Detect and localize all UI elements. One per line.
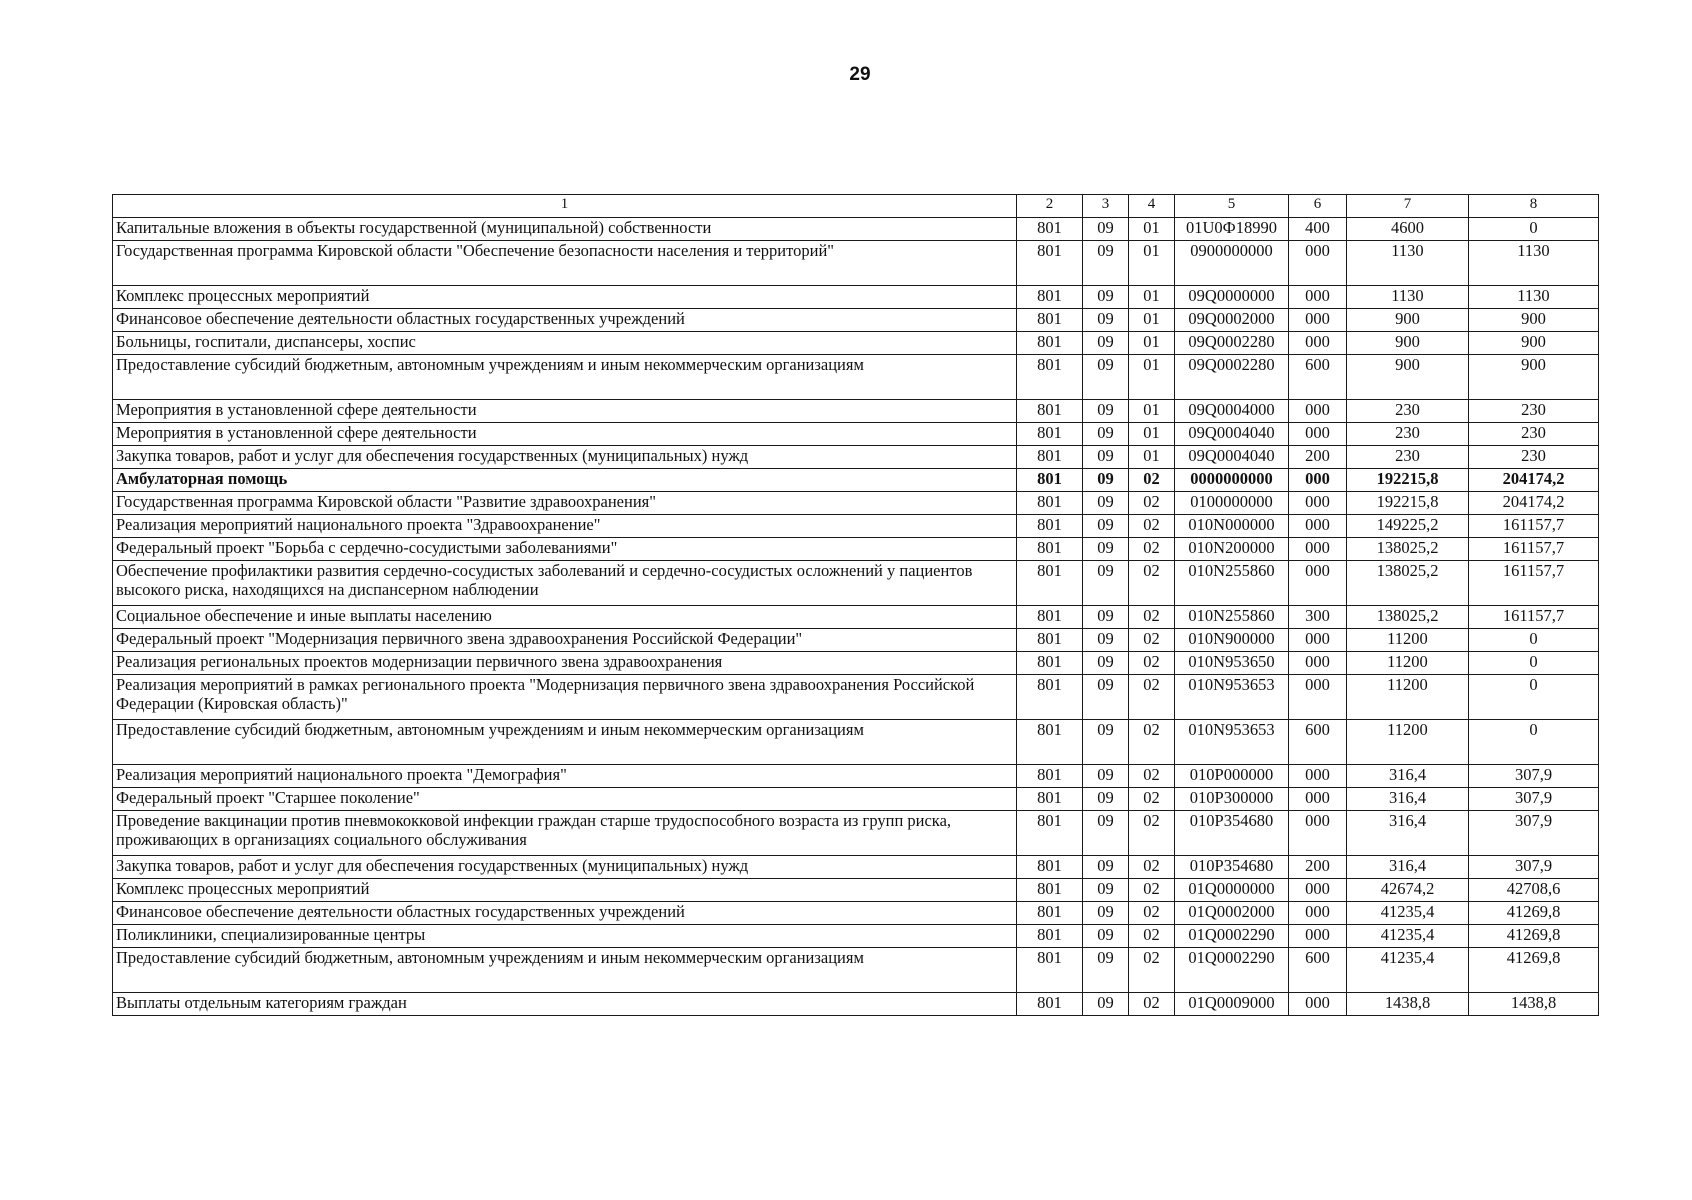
table-row (113, 286, 1599, 309)
amount-8-cell: 230 (1469, 446, 1599, 469)
table-row (113, 309, 1599, 332)
code-6-cell: 000 (1289, 652, 1347, 675)
code-3-cell: 09 (1083, 286, 1129, 309)
code-2-cell: 801 (1017, 446, 1083, 469)
code-2-cell: 801 (1017, 629, 1083, 652)
table-row (113, 469, 1599, 492)
code-4-cell: 01 (1129, 332, 1175, 355)
code-5-cell: 010N200000 (1175, 538, 1289, 561)
row-name-cell: Реализация мероприятий национального проекта "Здравоохранение" (113, 515, 1017, 538)
amount-8-cell: 0 (1469, 720, 1599, 765)
amount-7-cell: 316,4 (1347, 765, 1469, 788)
amount-7-cell: 1130 (1347, 286, 1469, 309)
code-6-cell: 300 (1289, 606, 1347, 629)
amount-8-cell: 307,9 (1469, 856, 1599, 879)
amount-8-cell: 307,9 (1469, 811, 1599, 856)
code-2-cell: 801 (1017, 765, 1083, 788)
table-header-row (113, 195, 1599, 218)
code-4-cell: 02 (1129, 492, 1175, 515)
code-6-cell: 000 (1289, 629, 1347, 652)
code-3-cell: 09 (1083, 993, 1129, 1016)
amount-7-cell: 900 (1347, 355, 1469, 400)
code-3-cell: 09 (1083, 902, 1129, 925)
code-5-cell: 01U0Ф18990 (1175, 218, 1289, 241)
amount-7-cell: 316,4 (1347, 788, 1469, 811)
code-3-cell: 09 (1083, 652, 1129, 675)
code-4-cell: 02 (1129, 652, 1175, 675)
code-3-cell: 09 (1083, 765, 1129, 788)
code-3-cell: 09 (1083, 629, 1129, 652)
code-5-cell: 010N255860 (1175, 561, 1289, 606)
row-name-cell: Социальное обеспечение и иные выплаты населению (113, 606, 1017, 629)
amount-8-cell: 161157,7 (1469, 538, 1599, 561)
code-2-cell: 801 (1017, 241, 1083, 286)
code-3-cell: 09 (1083, 561, 1129, 606)
row-name-cell: Реализация мероприятий в рамках регионального проекта "Модернизация первичного звена здравоохранения Российской Федерации (Кировская область)" (113, 675, 1017, 720)
code-2-cell: 801 (1017, 400, 1083, 423)
table-row (113, 492, 1599, 515)
table-row (113, 811, 1599, 856)
code-2-cell: 801 (1017, 652, 1083, 675)
table-row (113, 993, 1599, 1016)
code-2-cell: 801 (1017, 606, 1083, 629)
code-5-cell: 0100000000 (1175, 492, 1289, 515)
code-2-cell: 801 (1017, 788, 1083, 811)
code-3-cell: 09 (1083, 400, 1129, 423)
row-name-cell: Предоставление субсидий бюджетным, автономным учреждениям и иным некоммерческим организациям (113, 355, 1017, 400)
row-name-cell: Поликлиники, специализированные центры (113, 925, 1017, 948)
code-3-cell: 09 (1083, 925, 1129, 948)
row-name-cell: Финансовое обеспечение деятельности областных государственных учреждений (113, 902, 1017, 925)
code-4-cell: 02 (1129, 606, 1175, 629)
code-2-cell: 801 (1017, 515, 1083, 538)
code-5-cell: 010N000000 (1175, 515, 1289, 538)
code-2-cell: 801 (1017, 286, 1083, 309)
amount-8-cell: 161157,7 (1469, 561, 1599, 606)
table-row (113, 788, 1599, 811)
row-name-cell: Проведение вакцинации против пневмококковой инфекции граждан старше трудоспособного возраста из групп риска, проживающих в организациях социального обслуживания (113, 811, 1017, 856)
code-6-cell: 000 (1289, 400, 1347, 423)
code-2-cell: 801 (1017, 902, 1083, 925)
page-number: 29 (849, 64, 871, 85)
code-3-cell: 09 (1083, 309, 1129, 332)
table-row (113, 675, 1599, 720)
column-header: 4 (1129, 195, 1175, 218)
code-2-cell: 801 (1017, 993, 1083, 1016)
code-4-cell: 02 (1129, 765, 1175, 788)
code-4-cell: 01 (1129, 241, 1175, 286)
row-name-cell: Комплекс процессных мероприятий (113, 286, 1017, 309)
amount-7-cell: 41235,4 (1347, 948, 1469, 993)
code-4-cell: 02 (1129, 856, 1175, 879)
amount-8-cell: 0 (1469, 629, 1599, 652)
code-4-cell: 02 (1129, 561, 1175, 606)
code-3-cell: 09 (1083, 538, 1129, 561)
code-4-cell: 02 (1129, 993, 1175, 1016)
table-row (113, 720, 1599, 765)
code-5-cell: 010N953653 (1175, 720, 1289, 765)
row-name-cell: Выплаты отдельным категориям граждан (113, 993, 1017, 1016)
column-header: 2 (1017, 195, 1083, 218)
code-6-cell: 000 (1289, 515, 1347, 538)
row-name-cell: Федеральный проект "Модернизация первичного звена здравоохранения Российской Федерации" (113, 629, 1017, 652)
amount-8-cell: 0 (1469, 652, 1599, 675)
code-4-cell: 01 (1129, 309, 1175, 332)
table-row (113, 400, 1599, 423)
table-row (113, 218, 1599, 241)
amount-8-cell: 1438,8 (1469, 993, 1599, 1016)
column-header: 5 (1175, 195, 1289, 218)
code-6-cell: 000 (1289, 492, 1347, 515)
table-row (113, 332, 1599, 355)
code-6-cell: 200 (1289, 446, 1347, 469)
code-5-cell: 010P354680 (1175, 811, 1289, 856)
row-name-cell: Федеральный проект "Старшее поколение" (113, 788, 1017, 811)
row-name-cell: Обеспечение профилактики развития сердечно-сосудистых заболеваний и сердечно-сосудистых осложнений у пациентов высокого риска, находящихся на диспансерном наблюдении (113, 561, 1017, 606)
row-name-cell: Государственная программа Кировской области "Обеспечение безопасности населения и территорий" (113, 241, 1017, 286)
code-4-cell: 01 (1129, 400, 1175, 423)
column-header: 3 (1083, 195, 1129, 218)
amount-8-cell: 41269,8 (1469, 948, 1599, 993)
row-name-cell: Комплекс процессных мероприятий (113, 879, 1017, 902)
code-2-cell: 801 (1017, 879, 1083, 902)
code-4-cell: 02 (1129, 788, 1175, 811)
table-row (113, 446, 1599, 469)
code-3-cell: 09 (1083, 675, 1129, 720)
code-4-cell: 02 (1129, 902, 1175, 925)
table-row (113, 856, 1599, 879)
code-5-cell: 01Q0009000 (1175, 993, 1289, 1016)
code-3-cell: 09 (1083, 332, 1129, 355)
code-5-cell: 010P000000 (1175, 765, 1289, 788)
code-6-cell: 000 (1289, 423, 1347, 446)
code-6-cell: 000 (1289, 925, 1347, 948)
code-5-cell: 09Q0004040 (1175, 423, 1289, 446)
code-3-cell: 09 (1083, 856, 1129, 879)
amount-8-cell: 307,9 (1469, 765, 1599, 788)
row-name-cell: Федеральный проект "Борьба с сердечно-сосудистыми заболеваниями" (113, 538, 1017, 561)
amount-7-cell: 138025,2 (1347, 606, 1469, 629)
code-4-cell: 01 (1129, 423, 1175, 446)
code-2-cell: 801 (1017, 925, 1083, 948)
code-4-cell: 02 (1129, 925, 1175, 948)
code-6-cell: 000 (1289, 993, 1347, 1016)
amount-8-cell: 307,9 (1469, 788, 1599, 811)
code-5-cell: 010N900000 (1175, 629, 1289, 652)
amount-7-cell: 11200 (1347, 629, 1469, 652)
code-6-cell: 000 (1289, 879, 1347, 902)
code-3-cell: 09 (1083, 218, 1129, 241)
table-row (113, 879, 1599, 902)
amount-8-cell: 1130 (1469, 241, 1599, 286)
code-4-cell: 02 (1129, 515, 1175, 538)
code-3-cell: 09 (1083, 606, 1129, 629)
code-5-cell: 09Q0002280 (1175, 355, 1289, 400)
code-6-cell: 000 (1289, 332, 1347, 355)
code-5-cell: 09Q0004000 (1175, 400, 1289, 423)
amount-7-cell: 41235,4 (1347, 925, 1469, 948)
code-6-cell: 000 (1289, 788, 1347, 811)
code-2-cell: 801 (1017, 469, 1083, 492)
amount-7-cell: 138025,2 (1347, 538, 1469, 561)
code-2-cell: 801 (1017, 538, 1083, 561)
code-4-cell: 02 (1129, 538, 1175, 561)
amount-8-cell: 900 (1469, 332, 1599, 355)
row-name-cell: Финансовое обеспечение деятельности областных государственных учреждений (113, 309, 1017, 332)
code-6-cell: 000 (1289, 309, 1347, 332)
code-2-cell: 801 (1017, 309, 1083, 332)
amount-7-cell: 1438,8 (1347, 993, 1469, 1016)
amount-8-cell: 900 (1469, 309, 1599, 332)
code-4-cell: 02 (1129, 469, 1175, 492)
row-name-cell: Мероприятия в установленной сфере деятельности (113, 400, 1017, 423)
table-row (113, 561, 1599, 606)
code-4-cell: 01 (1129, 218, 1175, 241)
amount-7-cell: 230 (1347, 423, 1469, 446)
column-header: 1 (113, 195, 1017, 218)
code-6-cell: 000 (1289, 286, 1347, 309)
amount-7-cell: 192215,8 (1347, 492, 1469, 515)
code-6-cell: 000 (1289, 902, 1347, 925)
code-6-cell: 600 (1289, 720, 1347, 765)
table-row (113, 652, 1599, 675)
code-4-cell: 02 (1129, 948, 1175, 993)
code-5-cell: 010N953653 (1175, 675, 1289, 720)
code-5-cell: 01Q0002290 (1175, 948, 1289, 993)
code-5-cell: 0000000000 (1175, 469, 1289, 492)
amount-8-cell: 204174,2 (1469, 469, 1599, 492)
amount-7-cell: 900 (1347, 332, 1469, 355)
amount-7-cell: 11200 (1347, 720, 1469, 765)
code-3-cell: 09 (1083, 948, 1129, 993)
code-4-cell: 01 (1129, 286, 1175, 309)
column-header: 8 (1469, 195, 1599, 218)
code-6-cell: 000 (1289, 538, 1347, 561)
amount-8-cell: 230 (1469, 400, 1599, 423)
table-row (113, 606, 1599, 629)
row-name-cell: Предоставление субсидий бюджетным, автономным учреждениям и иным некоммерческим организациям (113, 948, 1017, 993)
row-name-cell: Закупка товаров, работ и услуг для обеспечения государственных (муниципальных) нужд (113, 856, 1017, 879)
budget-table (112, 194, 1599, 1016)
amount-7-cell: 230 (1347, 400, 1469, 423)
amount-8-cell: 41269,8 (1469, 902, 1599, 925)
code-5-cell: 09Q0004040 (1175, 446, 1289, 469)
amount-7-cell: 1130 (1347, 241, 1469, 286)
code-2-cell: 801 (1017, 948, 1083, 993)
code-2-cell: 801 (1017, 218, 1083, 241)
table-row (113, 925, 1599, 948)
row-name-cell: Закупка товаров, работ и услуг для обеспечения государственных (муниципальных) нужд (113, 446, 1017, 469)
amount-8-cell: 41269,8 (1469, 925, 1599, 948)
row-name-cell: Мероприятия в установленной сфере деятельности (113, 423, 1017, 446)
code-5-cell: 01Q0002000 (1175, 902, 1289, 925)
code-3-cell: 09 (1083, 446, 1129, 469)
amount-7-cell: 41235,4 (1347, 902, 1469, 925)
code-3-cell: 09 (1083, 469, 1129, 492)
code-4-cell: 02 (1129, 629, 1175, 652)
code-6-cell: 200 (1289, 856, 1347, 879)
amount-8-cell: 204174,2 (1469, 492, 1599, 515)
code-3-cell: 09 (1083, 788, 1129, 811)
amount-7-cell: 4600 (1347, 218, 1469, 241)
code-2-cell: 801 (1017, 811, 1083, 856)
code-4-cell: 02 (1129, 811, 1175, 856)
code-5-cell: 09Q0002280 (1175, 332, 1289, 355)
code-4-cell: 02 (1129, 720, 1175, 765)
code-2-cell: 801 (1017, 423, 1083, 446)
row-name-cell: Реализация региональных проектов модернизации первичного звена здравоохранения (113, 652, 1017, 675)
amount-8-cell: 900 (1469, 355, 1599, 400)
table-row (113, 355, 1599, 400)
code-6-cell: 000 (1289, 765, 1347, 788)
code-5-cell: 0900000000 (1175, 241, 1289, 286)
table-row (113, 948, 1599, 993)
table-row (113, 765, 1599, 788)
amount-8-cell: 161157,7 (1469, 606, 1599, 629)
row-name-cell: Реализация мероприятий национального проекта "Демография" (113, 765, 1017, 788)
code-6-cell: 000 (1289, 675, 1347, 720)
amount-7-cell: 11200 (1347, 675, 1469, 720)
code-2-cell: 801 (1017, 332, 1083, 355)
amount-7-cell: 230 (1347, 446, 1469, 469)
amount-8-cell: 230 (1469, 423, 1599, 446)
amount-7-cell: 900 (1347, 309, 1469, 332)
code-2-cell: 801 (1017, 720, 1083, 765)
amount-7-cell: 149225,2 (1347, 515, 1469, 538)
code-5-cell: 09Q0000000 (1175, 286, 1289, 309)
table-body (113, 218, 1599, 1016)
row-name-cell: Капитальные вложения в объекты государственной (муниципальной) собственности (113, 218, 1017, 241)
code-3-cell: 09 (1083, 355, 1129, 400)
code-5-cell: 01Q0000000 (1175, 879, 1289, 902)
column-header: 7 (1347, 195, 1469, 218)
amount-8-cell: 1130 (1469, 286, 1599, 309)
code-2-cell: 801 (1017, 675, 1083, 720)
code-3-cell: 09 (1083, 811, 1129, 856)
row-name-cell: Амбулаторная помощь (113, 469, 1017, 492)
code-5-cell: 010P300000 (1175, 788, 1289, 811)
table-row (113, 515, 1599, 538)
table-row (113, 629, 1599, 652)
code-6-cell: 600 (1289, 948, 1347, 993)
code-6-cell: 000 (1289, 469, 1347, 492)
code-2-cell: 801 (1017, 561, 1083, 606)
amount-7-cell: 192215,8 (1347, 469, 1469, 492)
code-3-cell: 09 (1083, 879, 1129, 902)
row-name-cell: Предоставление субсидий бюджетным, автономным учреждениям и иным некоммерческим организациям (113, 720, 1017, 765)
amount-8-cell: 0 (1469, 218, 1599, 241)
code-5-cell: 010N953650 (1175, 652, 1289, 675)
code-2-cell: 801 (1017, 492, 1083, 515)
amount-8-cell: 42708,6 (1469, 879, 1599, 902)
table-row (113, 538, 1599, 561)
row-name-cell: Больницы, госпитали, диспансеры, хоспис (113, 332, 1017, 355)
code-6-cell: 000 (1289, 561, 1347, 606)
amount-7-cell: 316,4 (1347, 856, 1469, 879)
code-6-cell: 400 (1289, 218, 1347, 241)
row-name-cell: Государственная программа Кировской области "Развитие здравоохранения" (113, 492, 1017, 515)
table-row (113, 423, 1599, 446)
code-6-cell: 000 (1289, 241, 1347, 286)
amount-7-cell: 138025,2 (1347, 561, 1469, 606)
code-4-cell: 01 (1129, 446, 1175, 469)
amount-7-cell: 316,4 (1347, 811, 1469, 856)
code-2-cell: 801 (1017, 856, 1083, 879)
code-5-cell: 09Q0002000 (1175, 309, 1289, 332)
code-5-cell: 010N255860 (1175, 606, 1289, 629)
code-5-cell: 010P354680 (1175, 856, 1289, 879)
code-5-cell: 01Q0002290 (1175, 925, 1289, 948)
code-3-cell: 09 (1083, 720, 1129, 765)
code-2-cell: 801 (1017, 355, 1083, 400)
code-4-cell: 02 (1129, 879, 1175, 902)
code-4-cell: 02 (1129, 675, 1175, 720)
amount-8-cell: 161157,7 (1469, 515, 1599, 538)
code-3-cell: 09 (1083, 492, 1129, 515)
column-header: 6 (1289, 195, 1347, 218)
amount-7-cell: 42674,2 (1347, 879, 1469, 902)
amount-7-cell: 11200 (1347, 652, 1469, 675)
code-6-cell: 600 (1289, 355, 1347, 400)
code-3-cell: 09 (1083, 241, 1129, 286)
table-row (113, 241, 1599, 286)
table-row (113, 902, 1599, 925)
amount-8-cell: 0 (1469, 675, 1599, 720)
code-3-cell: 09 (1083, 515, 1129, 538)
code-3-cell: 09 (1083, 423, 1129, 446)
code-4-cell: 01 (1129, 355, 1175, 400)
code-6-cell: 000 (1289, 811, 1347, 856)
